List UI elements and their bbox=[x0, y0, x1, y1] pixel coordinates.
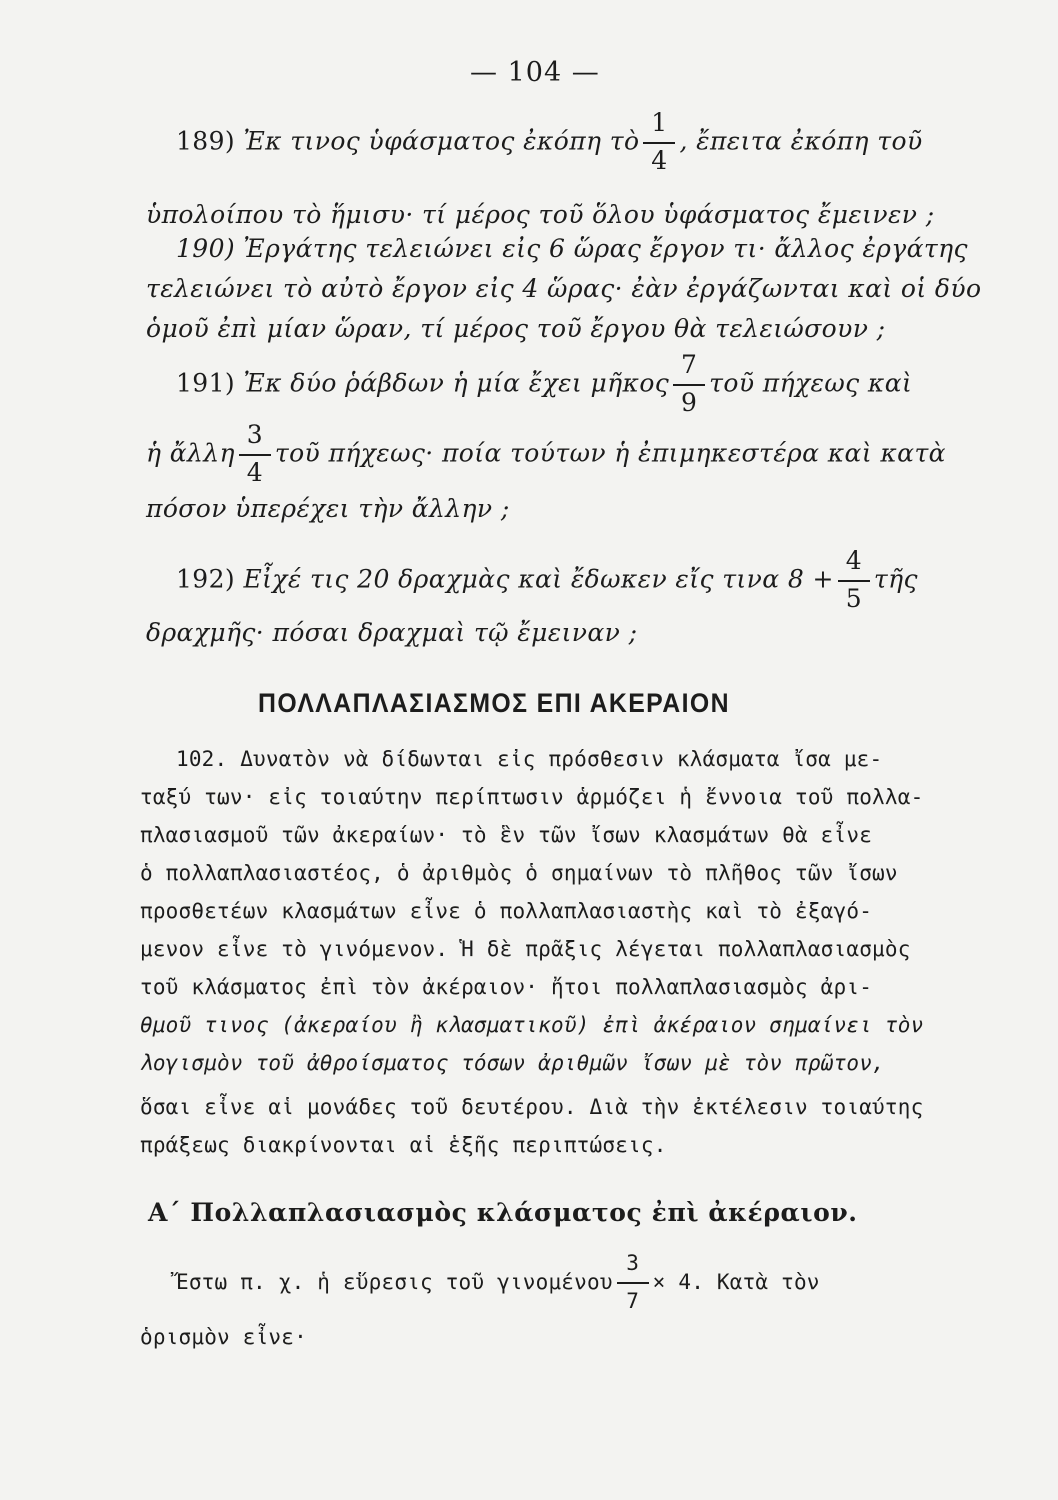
fraction-denominator: 7 bbox=[626, 1289, 640, 1313]
fraction-3-7 bbox=[617, 1250, 649, 1316]
exercise-text: Εἶχέ τις 20 δραχμὰς καὶ ἔδωκεν εἴς τινα 8 + bbox=[243, 564, 834, 594]
exercise-191-line-1 bbox=[176, 352, 912, 418]
exercise-190-line-2: τελειώνει τὸ αὐτὸ ἔργον εἰς 4 ὥρας· ἐὰν ἐργάζωνται καὶ οἱ δύο bbox=[146, 274, 982, 303]
section-102-line: ταξύ των· εἰς τοιαύτην περίπτωσιν ἁρμόζει ἡ ἔννοια τοῦ πολλα- bbox=[140, 785, 924, 809]
fraction-numerator: 4 bbox=[845, 546, 863, 575]
fraction-bar bbox=[239, 454, 271, 456]
fraction-numerator: 3 bbox=[626, 1251, 640, 1275]
exercise-text: τοῦ πήχεως· ποία τούτων ἡ ἐπιμηκεστέρα καὶ κατὰ bbox=[274, 438, 946, 468]
fraction-denominator: 9 bbox=[681, 388, 698, 417]
fraction-4-5 bbox=[838, 548, 870, 614]
exercise-192-line-1 bbox=[176, 548, 918, 614]
section-102-line: ὁ πολλαπλασιαστέος, ὁ ἀριθμὸς ὁ σημαίνων τὸ πλῆθος τῶν ἴσων bbox=[140, 861, 898, 885]
section-102-line: προσθετέων κλασμάτων εἶνε ὁ πολλαπλασιαστὴς καὶ τὸ ἐξαγό- bbox=[140, 899, 873, 923]
section-102-line: πλασιασμοῦ τῶν ἀκεραίων· τὸ ἓν τῶν ἴσων κλασμάτων θὰ εἶνε bbox=[140, 823, 873, 847]
section-102-line: τοῦ κλάσματος ἐπὶ τὸν ἀκέραιον· ἤτοι πολλαπλασιασμὸς ἀρι- bbox=[140, 975, 873, 999]
exercise-190-line-1: 190) Ἐργάτης τελειώνει εἰς 6 ὥρας ἔργον τι· ἄλλος ἐργάτης bbox=[176, 234, 968, 263]
section-102-line: ὅσαι εἶνε αἱ μονάδες τοῦ δευτέρου. Διὰ τὴν ἐκτέλεσιν τοιαύτης bbox=[140, 1095, 924, 1119]
section-102-line: λογισμὸν τοῦ ἀθροίσματος τόσων ἀριθμῶν ἴσων μὲ τὸν πρῶτον, bbox=[140, 1051, 885, 1075]
section-102-line: θμοῦ τινος (ἀκεραίου ἢ κλασματικοῦ) ἐπὶ ἀκέραιον σημαίνει τὸν bbox=[140, 1013, 924, 1037]
exercise-189-line-1 bbox=[176, 110, 923, 176]
exercise-text: Ἐκ τινος ὑφάσματος ἐκόπη τὸ bbox=[243, 126, 640, 156]
fraction-3-4 bbox=[239, 422, 271, 488]
page-number: — 104 — bbox=[470, 57, 600, 88]
fraction-denominator: 5 bbox=[845, 584, 863, 613]
fraction-denominator: 4 bbox=[246, 458, 264, 487]
example-line-1 bbox=[176, 1250, 820, 1316]
exercise-190-line-3: ὁμοῦ ἐπὶ μίαν ὥραν, τί μέρος τοῦ ἔργου θὰ τελειώσουν ; bbox=[146, 314, 886, 343]
fraction-bar bbox=[643, 142, 675, 144]
fraction-denominator: 4 bbox=[651, 146, 668, 175]
fraction-numerator: 1 bbox=[651, 108, 668, 137]
exercise-text: , ἔπειτα ἐκόπη τοῦ bbox=[679, 126, 923, 156]
fraction-numerator: 7 bbox=[681, 350, 698, 379]
section-102-line: πράξεως διακρίνονται αἱ ἑξῆς περιπτώσεις. bbox=[140, 1133, 667, 1157]
exercise-number: 189) bbox=[176, 126, 236, 156]
exercise-191-line-2 bbox=[146, 422, 946, 488]
fraction-numerator: 3 bbox=[246, 420, 264, 449]
exercise-text: τῆς bbox=[873, 564, 918, 594]
fraction-bar bbox=[617, 1282, 649, 1284]
exercise-189-line-2: ὑπολοίπου τὸ ἥμισυ· τί μέρος τοῦ ὅλου ὑφάσματος ἔμεινεν ; bbox=[146, 200, 935, 229]
fraction-bar bbox=[673, 384, 705, 386]
subsection-heading: Α΄ Πολλαπλασιασμὸς κλάσματος ἐπὶ ἀκέραιον. bbox=[148, 1198, 858, 1227]
section-102-line: μενον εἶνε τὸ γινόμενον. Ἡ δὲ πρᾶξις λέγεται πολλαπλασιασμὸς bbox=[140, 937, 911, 961]
exercise-191-line-3: πόσον ὑπερέχει τὴν ἄλλην ; bbox=[146, 494, 510, 523]
fraction-bar bbox=[838, 580, 870, 582]
exercise-192-line-2: δραχμῆς· πόσαι δραχμαὶ τῷ ἔμειναν ; bbox=[146, 618, 638, 647]
exercise-text: ἡ ἄλλη bbox=[146, 438, 235, 468]
fraction-7-9 bbox=[673, 352, 705, 418]
example-text: Ἔστω π. χ. ἡ εὕρεσις τοῦ γινομένου bbox=[176, 1270, 613, 1294]
fraction-1-4 bbox=[643, 110, 675, 176]
exercise-text: τοῦ πήχεως καὶ bbox=[709, 368, 913, 398]
exercise-number: 192) bbox=[176, 564, 236, 594]
section-heading: ΠΟΛΛΑΠΛΑΣΙΑΣΜΟΣ ΕΠΙ ΑΚΕΡΑΙΟΝ bbox=[258, 688, 730, 718]
example-text: × 4. Κατὰ τὸν bbox=[652, 1270, 820, 1294]
exercise-text: Ἐκ δύο ῥάβδων ἡ μία ἔχει μῆκος bbox=[243, 368, 670, 398]
section-102-line: 102. Δυνατὸν νὰ δίδωνται εἰς πρόσθεσιν κλάσματα ἴσα με- bbox=[176, 747, 883, 771]
exercise-number: 191) bbox=[176, 368, 236, 398]
example-line-2: ὁρισμὸν εἶνε· bbox=[140, 1325, 307, 1349]
